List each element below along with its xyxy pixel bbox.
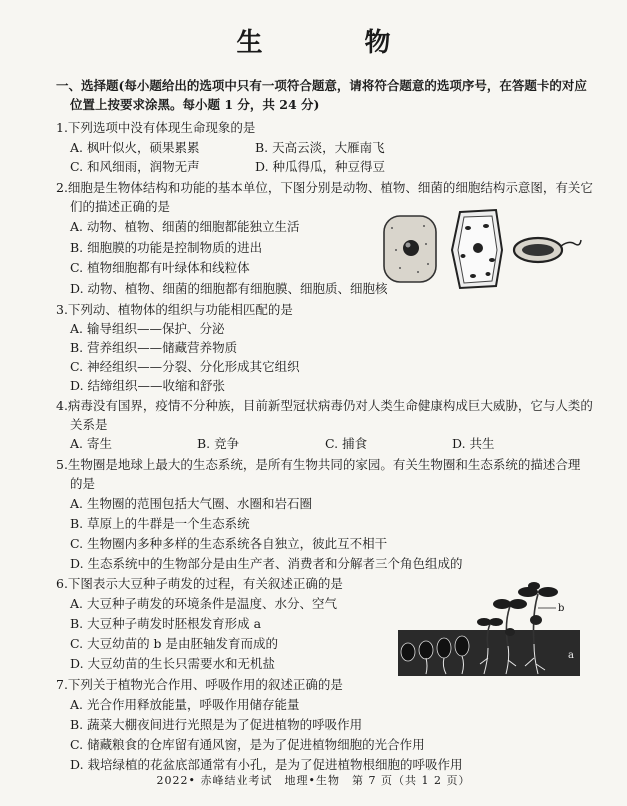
q1-stem: 1.下列选项中没有体现生命现象的是 <box>56 120 256 135</box>
q4-option-b: B. 竞争 <box>197 436 240 451</box>
q5-option-c: C. 生物圈内多种多样的生态系统各自独立，彼此互不相干 <box>70 536 388 551</box>
q5-stem-line1: 5.生物圈是地球上最大的生态系统，是所有生物共同的家园。有关生物圈和生态系统的描述合理 <box>56 457 581 472</box>
q6-option-c: C. 大豆幼苗的 b 是由胚轴发育而成的 <box>70 636 279 651</box>
q2-option-a: A. 动物、植物、细菌的细胞都能独立生活 <box>70 219 300 234</box>
q3-option-a: A. 输导组织——保护、分泌 <box>70 321 225 336</box>
q3-stem: 3.下列动、植物体的组织与功能相匹配的是 <box>56 302 293 317</box>
cell-diagram-figure <box>378 208 583 290</box>
q6-stem: 6.下图表示大豆种子萌发的过程，有关叙述正确的是 <box>56 576 343 591</box>
section-heading-line1: 一、选择题(每小题给出的选项中只有一项符合题意，请将符合题意的选项序号，在答题卡的对应 <box>56 78 587 93</box>
q1-option-a: A. 枫叶似火，硕果累累 <box>70 140 200 155</box>
q7-stem: 7.下列关于植物光合作用、呼吸作用的叙述正确的是 <box>56 677 343 692</box>
q3-option-b: B. 营养组织——储藏营养物质 <box>70 340 238 355</box>
q2-option-c: C. 植物细胞都有叶绿体和线粒体 <box>70 260 250 275</box>
q4-stem-line2: 关系是 <box>70 417 108 432</box>
section-heading-line2: 位置上按要求涂黑。每小题 1 分，共 24 分) <box>70 97 320 112</box>
q7-option-d: D. 栽培绿植的花盆底部通常有小孔，是为了促进植物根细胞的呼吸作用 <box>70 757 463 772</box>
q2-option-b: B. 细胞膜的功能是控制物质的进出 <box>70 240 263 255</box>
q4-option-a: A. 寄生 <box>70 436 112 451</box>
q1-option-b: B. 天高云淡，大雁南飞 <box>255 140 385 155</box>
label-a: a <box>568 650 574 661</box>
q7-option-a: A. 光合作用释放能量，呼吸作用储存能量 <box>70 697 300 712</box>
q3-option-c: C. 神经组织——分裂、分化形成其它组织 <box>70 359 300 374</box>
q5-option-b: B. 草原上的牛群是一个生态系统 <box>70 516 250 531</box>
q6-option-d: D. 大豆幼苗的生长只需要水和无机盐 <box>70 656 276 671</box>
q5-option-d: D. 生态系统中的生物部分是由生产者、消费者和分解者三个角色组成的 <box>70 556 463 571</box>
page-title: 生 物 <box>236 28 429 58</box>
q3-option-d: D. 结缔组织——收缩和舒张 <box>70 378 226 393</box>
q4-stem-line1: 4.病毒没有国界，疫情不分种族，目前新型冠状病毒仍对人类生命健康构成巨大威胁，它与人类的 <box>56 398 593 413</box>
q4-option-c: C. 捕食 <box>325 436 368 451</box>
leaves <box>477 582 558 626</box>
q5-option-a: A. 生物圈的范围包括大气圈、水圈和岩石圈 <box>70 496 312 511</box>
bacterium-icon <box>514 238 581 262</box>
q7-option-b: B. 蔬菜大棚夜间进行光照是为了促进植物的呼吸作用 <box>70 717 363 732</box>
plant-cell-icon <box>452 210 502 288</box>
q2-stem-line2: 们的描述正确的是 <box>70 199 171 214</box>
soybean-germination-figure <box>398 578 580 676</box>
q1-option-d: D. 种瓜得瓜，种豆得豆 <box>255 159 386 174</box>
q5-stem-line2: 的是 <box>70 476 96 491</box>
q6-option-b: B. 大豆种子萌发时胚根发育形成 a <box>70 616 262 631</box>
page-footer: 2022• 赤峰结业考试 地理•生物 第 7 页（共 1 2 页） <box>156 774 471 787</box>
q4-option-d: D. 共生 <box>452 436 495 451</box>
label-b: b <box>558 603 565 614</box>
q1-option-c: C. 和风细雨，润物无声 <box>70 159 200 174</box>
q2-option-d: D. 动物、植物、细菌的细胞都有细胞膜、细胞质、细胞核 <box>70 281 388 296</box>
q6-option-a: A. 大豆种子萌发的环境条件是温度、水分、空气 <box>70 596 337 611</box>
animal-cell-icon <box>384 216 436 282</box>
q7-option-c: C. 储藏粮食的仓库留有通风窗，是为了促进植物细胞的光合作用 <box>70 737 425 752</box>
q2-stem-line1: 2.细胞是生物体结构和功能的基本单位，下图分别是动物、植物、细菌的细胞结构示意图，有关它 <box>56 180 593 195</box>
